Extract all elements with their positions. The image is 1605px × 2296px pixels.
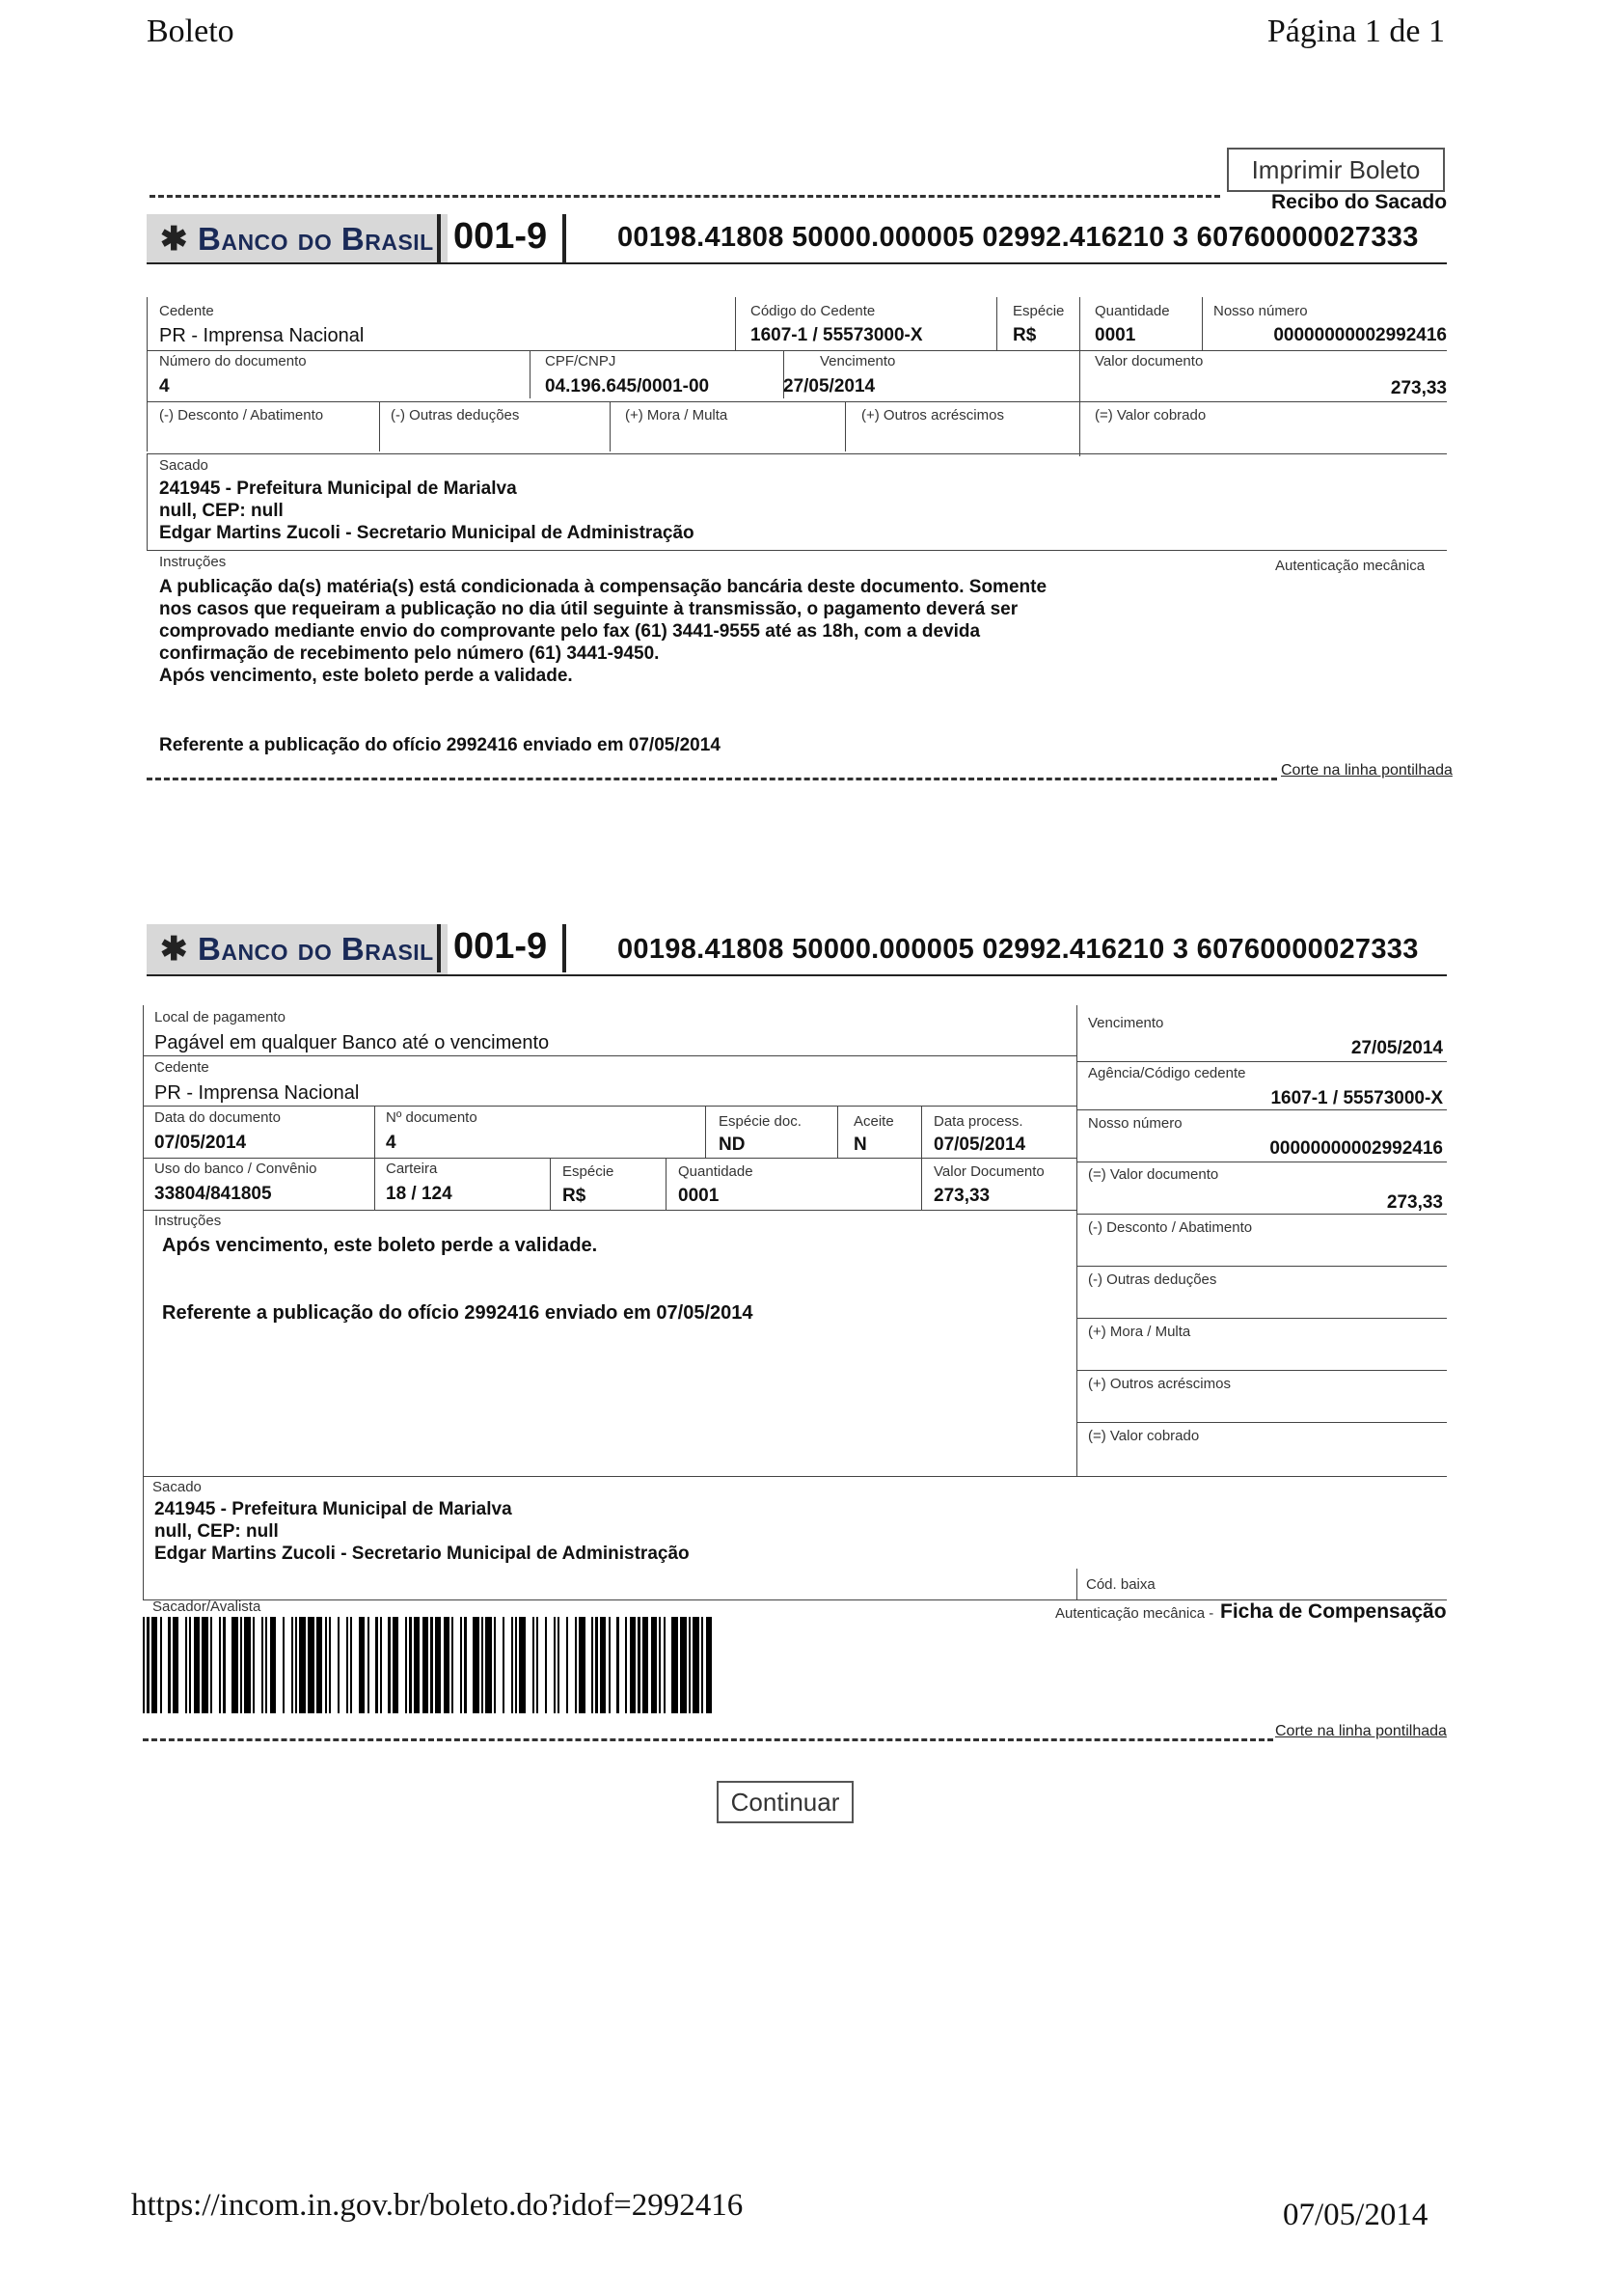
barcode-bar (414, 1617, 421, 1713)
label-data-documento: Data do documento (154, 1109, 281, 1126)
label-outras-deducoes: (-) Outras deduções (1088, 1271, 1217, 1288)
barcode-bar (642, 1617, 649, 1713)
label-sacador: Sacador/Avalista (152, 1599, 261, 1615)
instruction-line: Após vencimento, este boleto perde a validade. (159, 666, 573, 686)
label-valor-cobrado: (=) Valor cobrado (1088, 1428, 1200, 1444)
barcode-bar (308, 1617, 314, 1713)
barcode-bar (504, 1617, 511, 1713)
label-agencia: Agência/Código cedente (1088, 1065, 1246, 1081)
value-quantidade: 0001 (1095, 325, 1136, 345)
barcode-bar (600, 1617, 607, 1713)
label-desconto: (-) Desconto / Abatimento (159, 407, 324, 424)
value-especie: R$ (562, 1186, 586, 1206)
sacado-line: Edgar Martins Zucoli - Secretario Municipal de Administração (159, 523, 694, 543)
label-codigo-cedente: Código do Cedente (750, 303, 876, 319)
barcode-bar (435, 1617, 442, 1713)
barcode-bar (178, 1617, 185, 1713)
label-quantidade: Quantidade (678, 1163, 753, 1180)
label-instrucoes: Instruções (154, 1213, 222, 1229)
barcode-bar (706, 1617, 713, 1713)
sacado-line: 241945 - Prefeitura Municipal de Marialva (159, 478, 517, 499)
barcode-bar (559, 1617, 566, 1713)
value-nosso-numero: 00000000002992416 (1273, 325, 1447, 345)
barcode-bar (444, 1617, 450, 1713)
barcode-bar (340, 1617, 346, 1713)
barcode-bar (422, 1617, 429, 1713)
label-mora-multa: (+) Mora / Multa (625, 407, 728, 424)
barcode-bar (473, 1617, 479, 1713)
barcode-bar (547, 1617, 554, 1713)
label-carteira: Carteira (386, 1161, 438, 1177)
label-nosso-numero: Nosso número (1213, 303, 1308, 319)
barcode-bar (671, 1617, 678, 1713)
value-uso-banco: 33804/841805 (154, 1184, 272, 1204)
label-mora-multa: (+) Mora / Multa (1088, 1324, 1191, 1340)
footer-url: https://incom.in.gov.br/boleto.do?idof=2992416 (131, 2188, 744, 2223)
barcode-bar (194, 1617, 201, 1713)
receipt-title: Recibo do Sacado (1271, 191, 1448, 213)
value-data-process: 07/05/2014 (934, 1134, 1026, 1155)
barcode-bar (231, 1617, 238, 1713)
barcode-bar (666, 1617, 672, 1713)
barcode-bar (202, 1617, 208, 1713)
barcode-bar (173, 1617, 179, 1713)
barcode-bar (453, 1617, 460, 1713)
value-agencia: 1607-1 / 55573000-X (1270, 1088, 1443, 1108)
label-sacado: Sacado (159, 457, 208, 474)
label-especie: Espécie (1013, 303, 1065, 319)
divider (562, 924, 566, 972)
value-carteira: 18 / 124 (386, 1184, 452, 1204)
value-data-documento: 07/05/2014 (154, 1133, 247, 1153)
barcode-bar (270, 1617, 277, 1713)
label-cod-baixa: Cód. baixa (1086, 1576, 1156, 1593)
label-local-pagamento: Local de pagamento (154, 1009, 286, 1025)
label-vencimento: Vencimento (1088, 1015, 1164, 1031)
barcode-bar (585, 1617, 592, 1713)
value-vencimento: 27/05/2014 (1350, 1038, 1443, 1058)
instruction-line: confirmação de recebimento pelo número (61) 3441-9450. (159, 643, 660, 664)
instruction-line: A publicação da(s) matéria(s) está condicionada à compensação bancária deste documento. Somente (159, 577, 1047, 597)
page-indicator: Página 1 de 1 (1266, 14, 1445, 49)
value-nosso-numero: 00000000002992416 (1269, 1138, 1443, 1159)
bank-star-icon: ✱ (160, 221, 188, 258)
label-autenticacao: Autenticação mecânica - (1055, 1605, 1214, 1622)
value-aceite: N (854, 1134, 867, 1155)
barcode-bar (693, 1617, 699, 1713)
cut-label: Corte na linha pontilhada (1281, 762, 1453, 779)
label-cedente: Cedente (159, 303, 214, 319)
label-cedente: Cedente (154, 1059, 209, 1076)
barcode-bar (651, 1617, 658, 1713)
digitable-line: 00198.41808 50000.000005 02992.416210 3 60760000027333 (617, 222, 1419, 253)
label-sacado: Sacado (152, 1479, 202, 1495)
barcode-bar (359, 1617, 366, 1713)
referente-text: Referente a publicação do ofício 2992416 enviado em 07/05/2014 (159, 735, 721, 755)
label-outras-deducoes: (-) Outras deduções (391, 407, 520, 424)
barcode-bar (299, 1617, 306, 1713)
value-especie: R$ (1013, 325, 1037, 345)
bank-code: 001-9 (453, 926, 548, 967)
referente-text: Referente a publicação do ofício 2992416 enviado em 07/05/2014 (162, 1302, 753, 1324)
cut-line (143, 1738, 1273, 1741)
label-especie-doc: Espécie doc. (719, 1113, 802, 1130)
value-cedente: PR - Imprensa Nacional (154, 1082, 360, 1104)
footer-date: 07/05/2014 (1283, 2198, 1428, 2232)
print-button[interactable]: Imprimir Boleto (1227, 148, 1445, 192)
ficha-title: Ficha de Compensação (1220, 1600, 1447, 1623)
instruction-line: comprovado mediante envio do comprovante pelo fax (61) 3441-9555 até as 18h, com a devida (159, 621, 981, 642)
barcode-bar (712, 1617, 714, 1713)
barcode-bar (162, 1617, 169, 1713)
cut-label: Corte na linha pontilhada (1275, 1723, 1447, 1739)
barcode-bar (393, 1617, 399, 1713)
barcode-bar (619, 1617, 626, 1713)
barcode-bar (485, 1617, 492, 1713)
instruction-text: Após vencimento, este boleto perde a validade. (162, 1235, 598, 1256)
label-valor-cobrado: (=) Valor cobrado (1095, 407, 1207, 424)
divider (437, 924, 441, 972)
value-valor-documento: 273,33 (1386, 1192, 1443, 1213)
barcode-bar (382, 1617, 389, 1713)
value-valor-documento: 273,33 (1390, 378, 1447, 398)
value-local-pagamento: Pagável em qualquer Banco até o vencimento (154, 1032, 550, 1053)
barcode-bar (151, 1617, 158, 1713)
barcode-bar (255, 1617, 261, 1713)
barcode-bar (496, 1617, 503, 1713)
barcode-bar (226, 1617, 232, 1713)
label-outros-acrescimos: (+) Outros acréscimos (1088, 1376, 1231, 1392)
barcode-bar (352, 1617, 359, 1713)
label-especie: Espécie (562, 1163, 614, 1180)
label-valor-documento: Valor documento (1095, 353, 1204, 369)
label-autenticacao: Autenticação mecânica (1275, 558, 1426, 574)
value-numero-documento: 4 (159, 376, 170, 396)
bank-logo: ✱ Banco do Brasil (147, 214, 448, 264)
bank-code: 001-9 (453, 216, 548, 257)
divider (562, 214, 566, 262)
label-data-process: Data process. (934, 1113, 1023, 1130)
barcode-bar (244, 1617, 251, 1713)
value-cedente: PR - Imprensa Nacional (159, 325, 365, 346)
sacado-line: 241945 - Prefeitura Municipal de Marialva (154, 1499, 512, 1519)
barcode-bar (611, 1617, 617, 1713)
barcode-bar (680, 1617, 687, 1713)
label-outros-acrescimos: (+) Outros acréscimos (861, 407, 1004, 424)
label-cpf-cnpj: CPF/CNPJ (545, 353, 616, 369)
barcode-bar (398, 1617, 405, 1713)
rule (147, 262, 1447, 264)
label-nosso-numero: Nosso número (1088, 1115, 1183, 1132)
bank-logo: ✱ Banco do Brasil (147, 924, 448, 974)
barcode-bar (212, 1617, 219, 1713)
sacado-line: null, CEP: null (154, 1521, 279, 1542)
label-no-documento: Nº documento (386, 1109, 477, 1126)
sacado-line: null, CEP: null (159, 501, 284, 521)
barcode-bar (316, 1617, 323, 1713)
document-title: Boleto (147, 14, 234, 49)
barcode-bar (285, 1617, 291, 1713)
barcode-bar (579, 1617, 585, 1713)
sacado-line: Edgar Martins Zucoli - Secretario Municipal de Administração (154, 1544, 690, 1564)
digitable-line: 00198.41808 50000.000005 02992.416210 3 60760000027333 (617, 934, 1419, 965)
label-valor-documento-mid: Valor Documento (934, 1163, 1045, 1180)
value-valor-documento-mid: 273,33 (934, 1186, 991, 1206)
barcode-bar (331, 1617, 338, 1713)
value-especie-doc: ND (719, 1134, 746, 1155)
continue-button[interactable]: Continuar (717, 1781, 854, 1823)
label-quantidade: Quantidade (1095, 303, 1170, 319)
value-codigo-cedente: 1607-1 / 55573000-X (750, 325, 923, 345)
label-uso-banco: Uso do banco / Convênio (154, 1161, 317, 1177)
cut-line-top (150, 195, 1220, 198)
value-no-documento: 4 (386, 1133, 396, 1153)
label-desconto: (-) Desconto / Abatimento (1088, 1219, 1253, 1236)
divider (437, 214, 441, 262)
barcode-bar (568, 1617, 575, 1713)
barcode-bar (630, 1617, 637, 1713)
barcode-bar (467, 1617, 474, 1713)
label-aceite: Aceite (854, 1113, 894, 1130)
label-vencimento: Vencimento (820, 353, 896, 369)
label-instrucoes: Instruções (159, 554, 227, 570)
value-quantidade: 0001 (678, 1186, 720, 1206)
label-valor-documento: (=) Valor documento (1088, 1166, 1219, 1183)
cut-line (147, 778, 1277, 780)
barcode (143, 1617, 924, 1713)
label-numero-documento: Número do documento (159, 353, 307, 369)
rule (147, 974, 1447, 976)
bank-star-icon: ✱ (160, 931, 188, 968)
barcode-bar (519, 1617, 526, 1713)
barcode-bar (526, 1617, 532, 1713)
value-vencimento: 27/05/2014 (783, 376, 876, 396)
barcode-bar (538, 1617, 545, 1713)
barcode-bar (276, 1617, 283, 1713)
barcode-bar (369, 1617, 376, 1713)
instruction-line: nos casos que requeiram a publicação no dia útil seguinte à transmissão, o pagamento deverá ser (159, 599, 1019, 619)
value-cpf-cnpj: 04.196.645/0001-00 (545, 376, 710, 396)
